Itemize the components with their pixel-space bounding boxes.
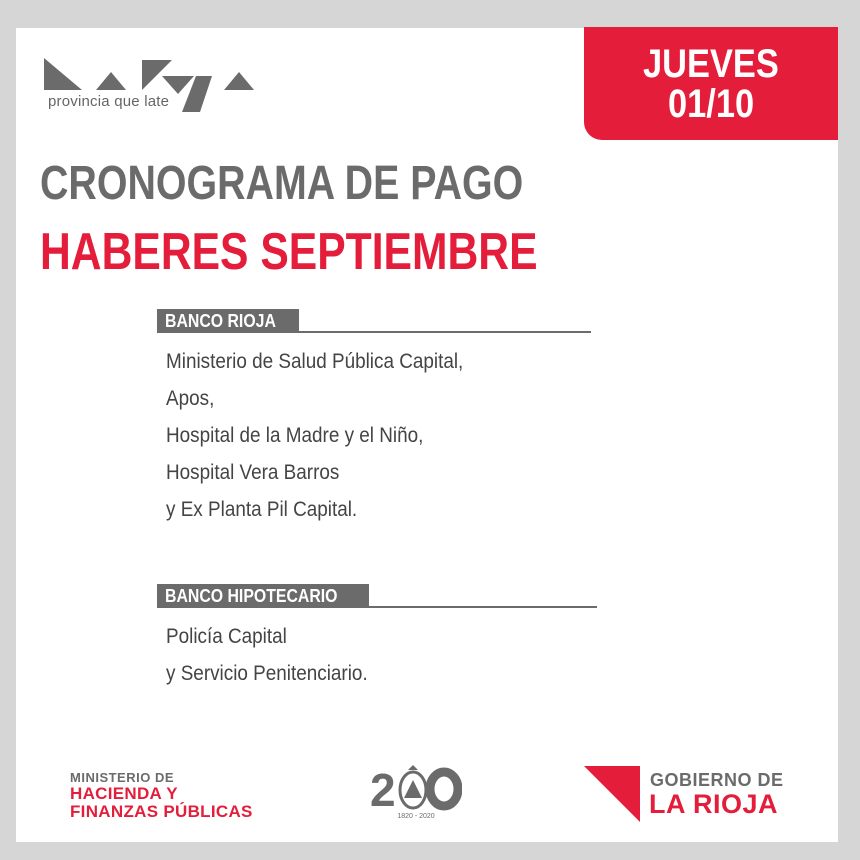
badge-date: 01/10 [667, 81, 755, 126]
list-item: Hospital de la Madre y el Niño, [166, 424, 424, 447]
page-title: CRONOGRAMA DE PAGO [40, 157, 524, 210]
list-item: Policía Capital [166, 625, 287, 648]
ministry-logo [70, 770, 253, 821]
ministry-line3: FINANZAS PÚBLICAS [70, 802, 253, 821]
list-item: y Servicio Penitenciario. [166, 662, 368, 685]
gobierno-line1: GOBIERNO DE [650, 770, 784, 790]
section-header [157, 584, 390, 608]
list-item: y Ex Planta Pil Capital. [166, 498, 358, 521]
section-banco-rioja [157, 309, 496, 528]
badge-day: JUEVES [643, 41, 779, 86]
section-list [157, 343, 496, 528]
section-label: BANCO HIPOTECARIO [157, 584, 369, 608]
ministry-line1: MINISTERIO DE [70, 770, 175, 785]
list-item: Hospital Vera Barros [166, 461, 340, 484]
list-item: Apos, [166, 387, 215, 410]
bicentenario-logo [370, 762, 462, 820]
logo-tagline: provincia que late [48, 93, 170, 110]
section-header [157, 309, 496, 333]
svg-text:2: 2 [370, 764, 396, 816]
gobierno-triangle-icon [584, 764, 644, 824]
section-banco-hipotecario [157, 584, 390, 692]
bicentenario-200-icon [370, 762, 462, 820]
gobierno-line2: LA RIOJA [649, 789, 779, 819]
list-item: Ministerio de Salud Pública Capital, [166, 350, 464, 373]
svg-text:1820 - 2020: 1820 - 2020 [397, 813, 435, 820]
section-label: BANCO RIOJA [157, 309, 299, 333]
page-subtitle: HABERES SEPTIEMBRE [40, 223, 538, 281]
section-list [157, 618, 390, 692]
date-badge [584, 27, 838, 140]
ministry-line2: HACIENDA Y [70, 784, 178, 803]
